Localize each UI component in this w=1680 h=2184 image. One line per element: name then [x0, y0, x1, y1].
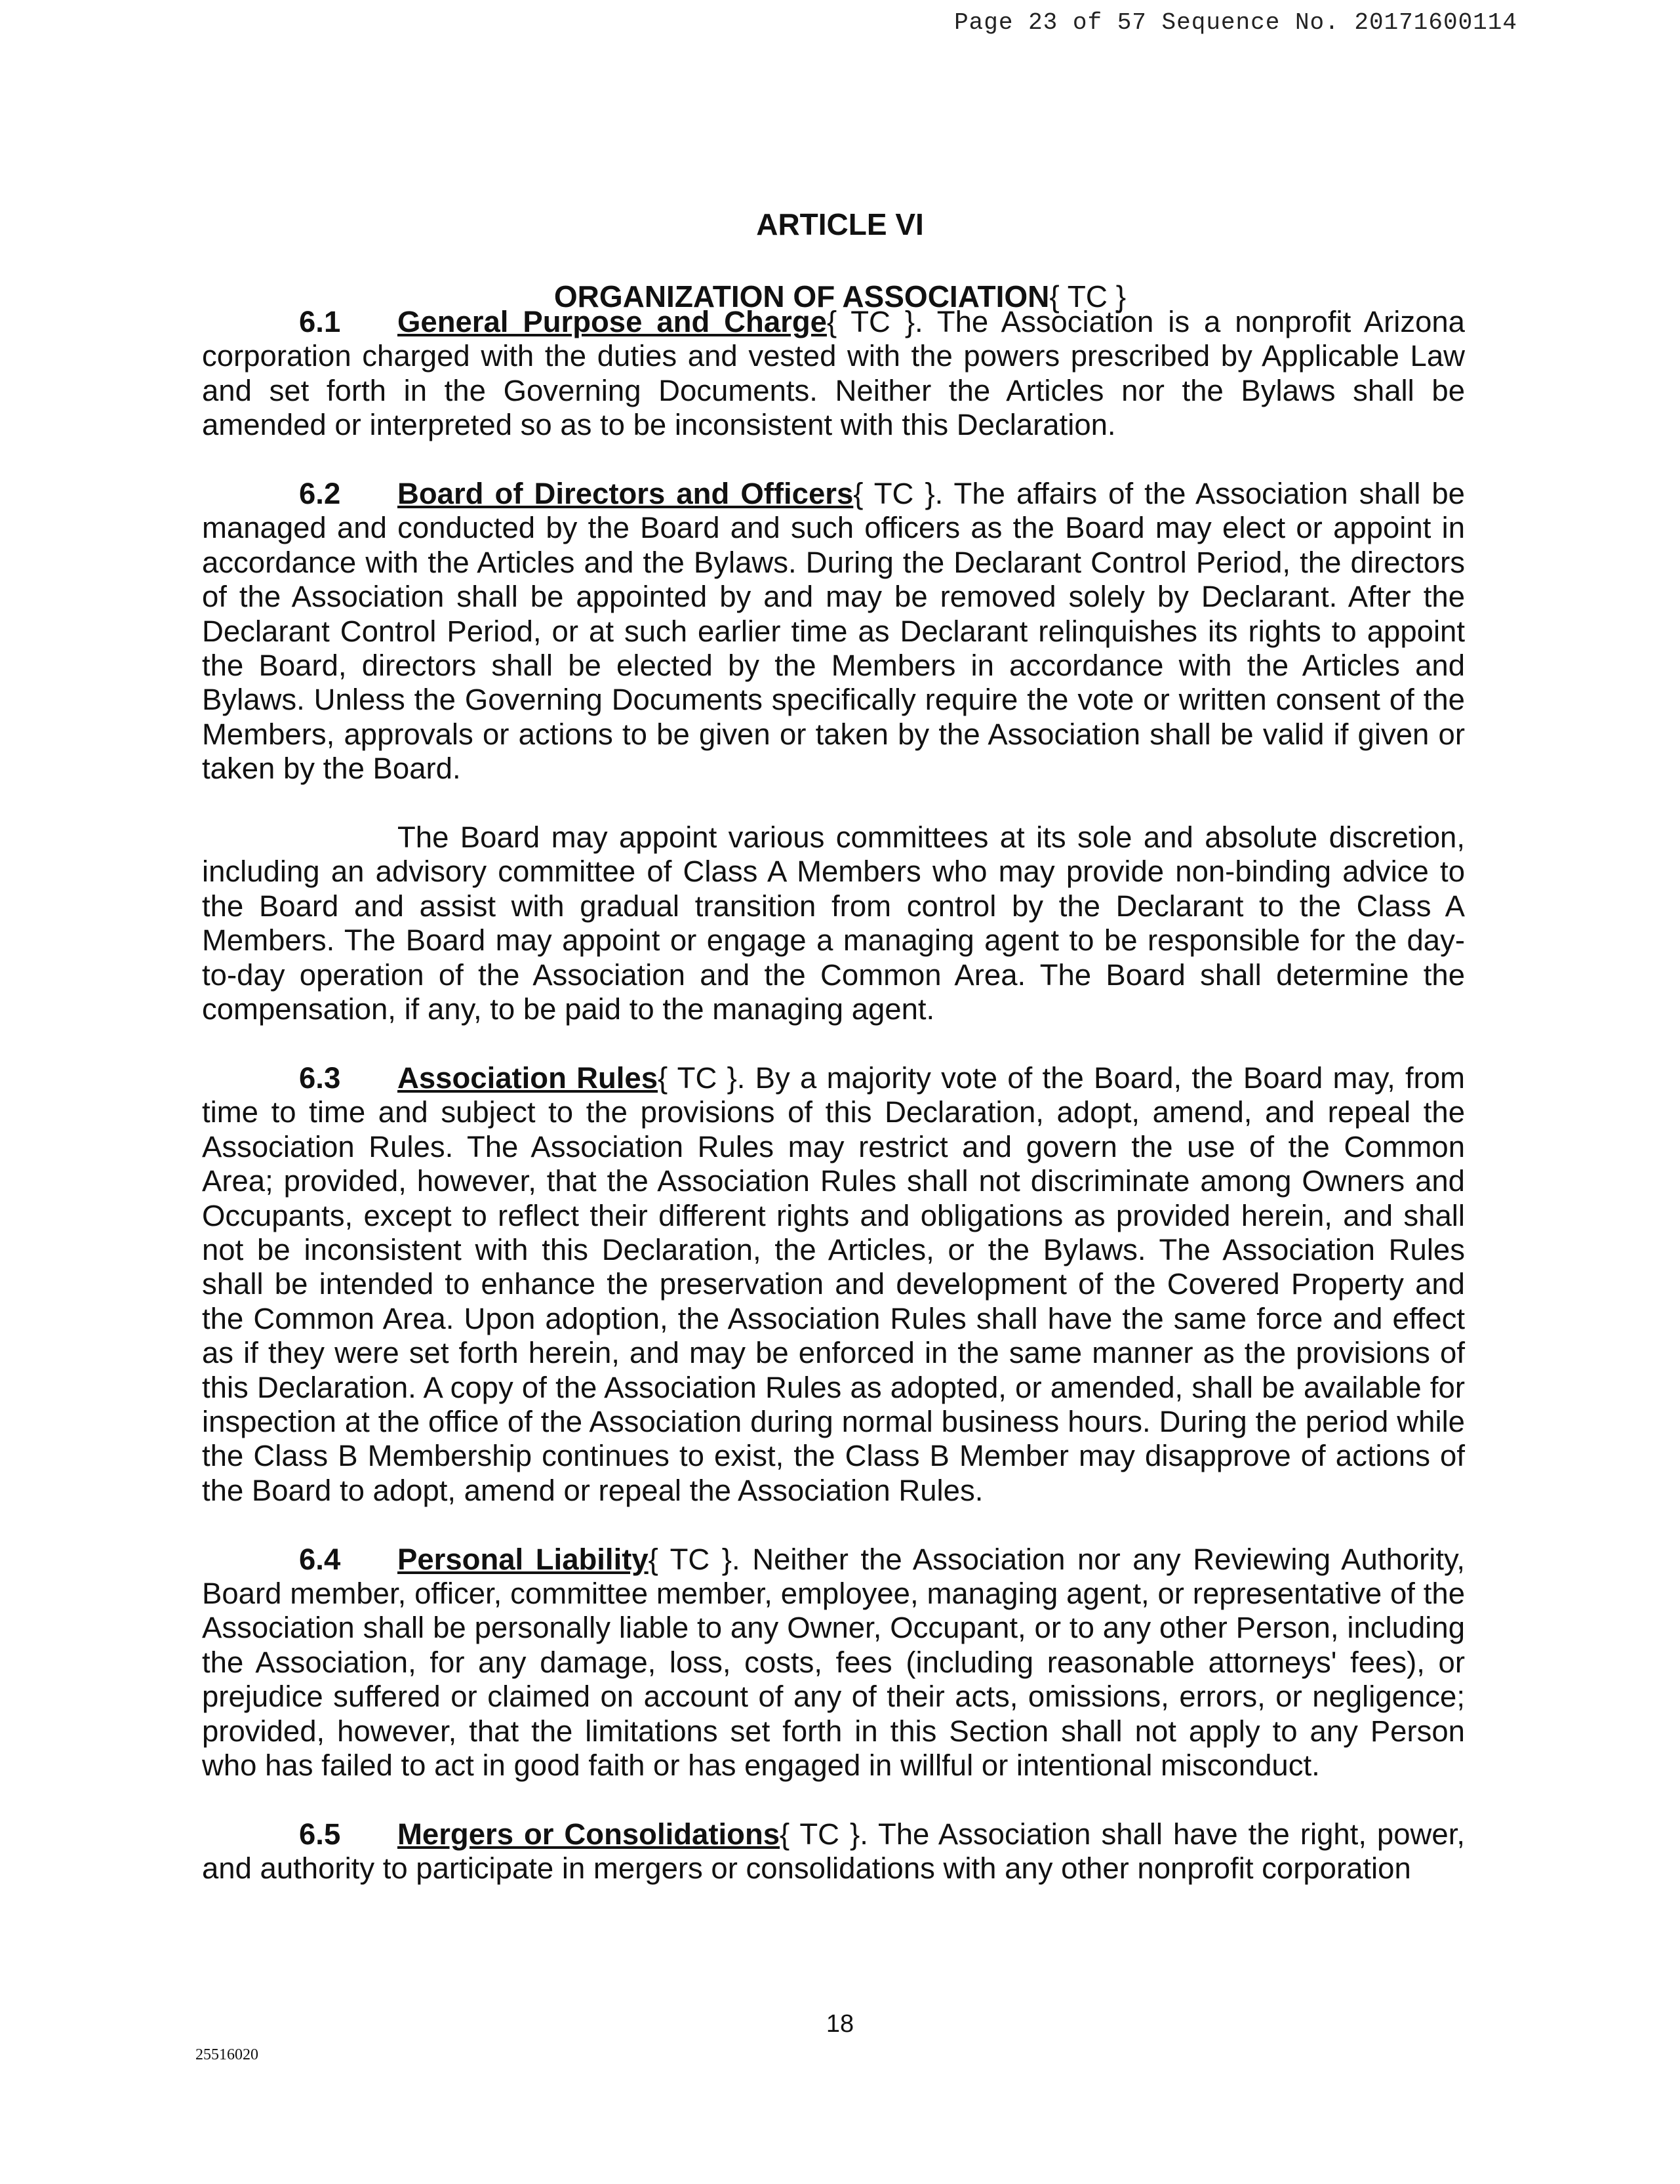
document-id: 25516020	[195, 2046, 258, 2063]
section-heading: General Purpose and Charge	[397, 305, 827, 338]
section-6-1	[202, 305, 1465, 443]
section-number: 6.1	[299, 305, 341, 338]
section-tc: { TC }	[853, 477, 935, 511]
section-number: 6.2	[299, 477, 341, 511]
section-6-3	[202, 1061, 1465, 1508]
section-heading: Personal Liability	[397, 1542, 649, 1576]
document-body	[202, 305, 1465, 1920]
section-text: . Neither the Association nor any Reviewing Authority, Board member, officer, committee member, employee, managing agent, or representative of the Association shall be personally liable to any Owner, Occupant, or to any other Person, including the Association, for any damage, loss, costs, fees (including reasonable attorneys' fees), or prejudice suffered or claimed on account of any of their acts, omissions, errors, or negligence; provided, however, that the limitations set forth in this Section shall not apply to any Person who has failed to act in good faith or has engaged in willful or intentional misconduct.	[202, 1542, 1465, 1782]
article-subtitle-text: ORGANIZATION OF ASSOCIATION	[553, 279, 1050, 313]
section-number: 6.4	[299, 1542, 341, 1576]
section-6-5	[202, 1817, 1465, 1886]
section-text: . By a majority vote of the Board, the Board may, from time to time and subject to the provisions of this Declaration, adopt, amend, and repeal the Association Rules. The Association Rules may restrict and govern the use of the Common Area; provided, however, that the Association Rules shall not discriminate among Owners and Occupants, except to reflect their different rights and obligations as provided herein, and shall not be inconsistent with this Declaration, the Articles, or the Bylaws. The Association Rules shall be intended to enhance the preservation and development of the Covered Property and the Common Area. Upon adoption, the Association Rules shall have the same force and effect as if they were set forth herein, and may be enforced in the same manner as the provisions of this Declaration. A copy of the Association Rules as adopted, or amended, shall be available for inspection at the office of the Association during normal business hours. During the period while the Class B Membership continues to exist, the Class B Member may disapprove of actions of the Board to adopt, amend or repeal the Association Rules.	[202, 1061, 1465, 1507]
section-6-4	[202, 1543, 1465, 1783]
section-number: 6.3	[299, 1061, 341, 1095]
section-6-2-continued	[202, 820, 1465, 1026]
section-tc: { TC }	[780, 1817, 860, 1851]
article-title: ARTICLE VI	[756, 207, 924, 241]
section-text: . The Association is a nonprofit Arizona corporation charged with the duties and vested with the powers prescribed by Applicable Law and set forth in the Governing Documents. Neither the Articles nor the Bylaws shall be amended or interpreted so as to be inconsistent with this Declaration.	[202, 305, 1465, 442]
section-heading: Board of Directors and Officers	[397, 477, 854, 511]
section-heading: Association Rules	[397, 1061, 658, 1095]
page-number: 18	[826, 2010, 854, 2038]
section-6-2	[202, 477, 1465, 786]
section-tc: { TC }	[648, 1542, 732, 1576]
section-heading: Mergers or Consolidations	[397, 1817, 780, 1851]
section-number: 6.5	[299, 1817, 341, 1851]
page-sequence-stamp: Page 23 of 57 Sequence No. 20171600114	[954, 9, 1517, 36]
section-text: The Board may appoint various committees at its sole and absolute discretion, including an advisory committee of Class A Members who may provide non-binding advice to the Board and assist with gradual transition from control by the Declarant to the Class A Members. The Board may appoint or engage a managing agent to be responsible for the day-to-day operation of the Association and the Common Area. The Board shall determine the compensation, if any, to be paid to the managing agent.	[202, 820, 1465, 1026]
section-tc: { TC }	[826, 305, 915, 338]
section-text: . The affairs of the Association shall be managed and conducted by the Board and such officers as the Board may elect or appoint in accordance with the Articles and the Bylaws. During the Declarant Control Period, the directors of the Association shall be appointed by and may be removed solely by Declarant. After the Declarant Control Period, or at such earlier time as Declarant relinquishes its rights to appoint the Board, directors shall be elected by the Members in accordance with the Articles and Bylaws. Unless the Governing Documents specifically require the vote or written consent of the Members, approvals or actions to be given or taken by the Association shall be valid if given or taken by the Board.	[202, 477, 1465, 786]
section-tc: { TC }	[658, 1061, 737, 1095]
article-subtitle-tc: { TC }	[1049, 279, 1127, 313]
section-text: . The Association shall have the right, power, and authority to participate in mergers or consolidations with any other nonprofit corporation	[202, 1817, 1465, 1886]
